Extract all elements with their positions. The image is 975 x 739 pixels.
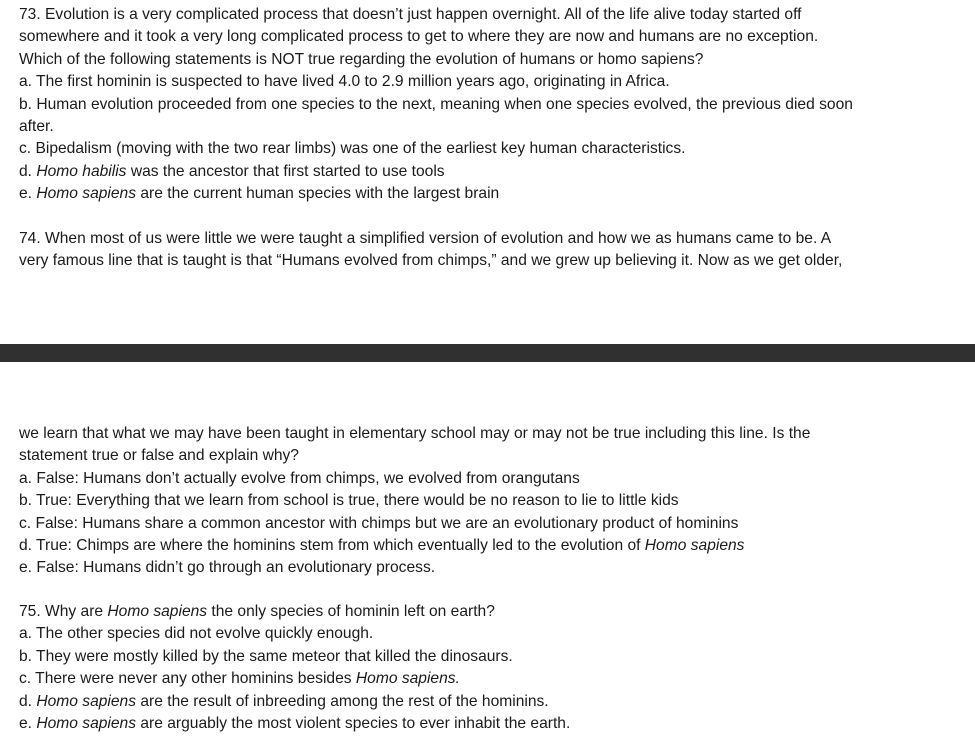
question-74-option-e: e. False: Humans didn’t go through an evolutionary process. <box>19 559 436 577</box>
question-73-option-b-line-1: b. Human evolution proceeded from one species to the next, meaning when one species evolved, the previous died soon <box>19 95 853 113</box>
question-74-part-2 <box>19 423 949 580</box>
question-75-stem <box>19 601 949 623</box>
question-74-stem-line-3: we learn that what we may have been taught in elementary school may or may not be true including this line. Is the <box>19 425 811 442</box>
option-e-suffix: are arguably the most violent species to ever inhabit the earth. <box>136 715 571 733</box>
option-e-prefix: e. <box>19 715 37 733</box>
question-74-option-c: c. False: Humans share a common ancestor with chimps but we are an evolutionary product of hominins <box>19 514 739 532</box>
question-75-option-d <box>19 691 949 713</box>
question-74-option-b: b. True: Everything that we learn from school is true, there would be no reason to lie to little kids <box>19 492 679 510</box>
option-c-prefix: c. There were never any other hominins besides <box>19 670 356 688</box>
option-d-suffix: are the result of inbreeding among the rest of the hominins. <box>136 692 549 710</box>
question-73-stem-line-1: 73. Evolution is a very complicated process that doesn’t just happen overnight. All of the life alive today started off <box>19 6 802 23</box>
question-75 <box>19 601 949 735</box>
species-name-italic: Homo habilis <box>36 162 127 180</box>
question-75-option-e <box>19 713 949 735</box>
question-75-option-a: a. The other species did not evolve quickly enough. <box>19 625 374 643</box>
option-d-suffix: was the ancestor that first started to use tools <box>126 162 445 180</box>
page-break-divider <box>0 344 975 362</box>
species-name-italic: Homo sapiens <box>644 537 745 555</box>
species-name-italic: Homo sapiens <box>36 692 137 710</box>
question-73-option-a: a. The first hominin is suspected to have lived 4.0 to 2.9 million years ago, originating in Africa. <box>19 73 670 91</box>
option-e-prefix: e. <box>19 185 37 203</box>
question-73-option-d <box>19 161 949 183</box>
question-73-option-b-line-2: after. <box>19 118 54 136</box>
question-75-option-c <box>19 668 949 690</box>
question-74-stem-line-2: very famous line that is taught is that “Humans evolved from chimps,” and we grew up believing it. Now as we get older, <box>19 252 843 270</box>
question-73-stem-line-2: somewhere and it took a very long complicated process to get to where they are now and humans are no exception. <box>19 28 819 46</box>
option-e-suffix: are the current human species with the largest brain <box>136 185 500 203</box>
option-d-prefix: d. <box>19 162 37 180</box>
species-name-italic: Homo sapiens. <box>355 670 460 688</box>
question-73-option-c: c. Bipedalism (moving with the two rear limbs) was one of the earliest key human characteristics. <box>19 140 686 158</box>
document-page-top <box>0 0 975 344</box>
question-74-option-a: a. False: Humans don’t actually evolve from chimps, we evolved from orangutans <box>19 469 580 487</box>
option-d-prefix: d. True: Chimps are where the hominins stem from which eventually led to the evolution of <box>19 537 645 555</box>
question-74-part-1 <box>19 228 949 273</box>
species-name-italic: Homo sapiens <box>36 185 137 203</box>
species-name-italic: Homo sapiens <box>107 603 208 620</box>
question-73-stem-line-3: Which of the following statements is NOT true regarding the evolution of humans or homo sapiens? <box>19 50 704 68</box>
species-name-italic: Homo sapiens <box>36 715 137 733</box>
question-75-option-b: b. They were mostly killed by the same meteor that killed the dinosaurs. <box>19 647 513 665</box>
stem-prefix: 75. Why are <box>19 603 108 620</box>
question-74-stem-line-4: statement true or false and explain why? <box>19 447 299 465</box>
option-d-prefix: d. <box>19 692 37 710</box>
stem-suffix: the only species of hominin left on earth? <box>207 603 495 620</box>
question-73 <box>19 4 949 206</box>
question-74-stem-line-1: 74. When most of us were little we were taught a simplified version of evolution and how we as humans came to be. A <box>19 230 832 247</box>
question-74-option-d <box>19 535 949 557</box>
question-73-option-e <box>19 183 949 205</box>
